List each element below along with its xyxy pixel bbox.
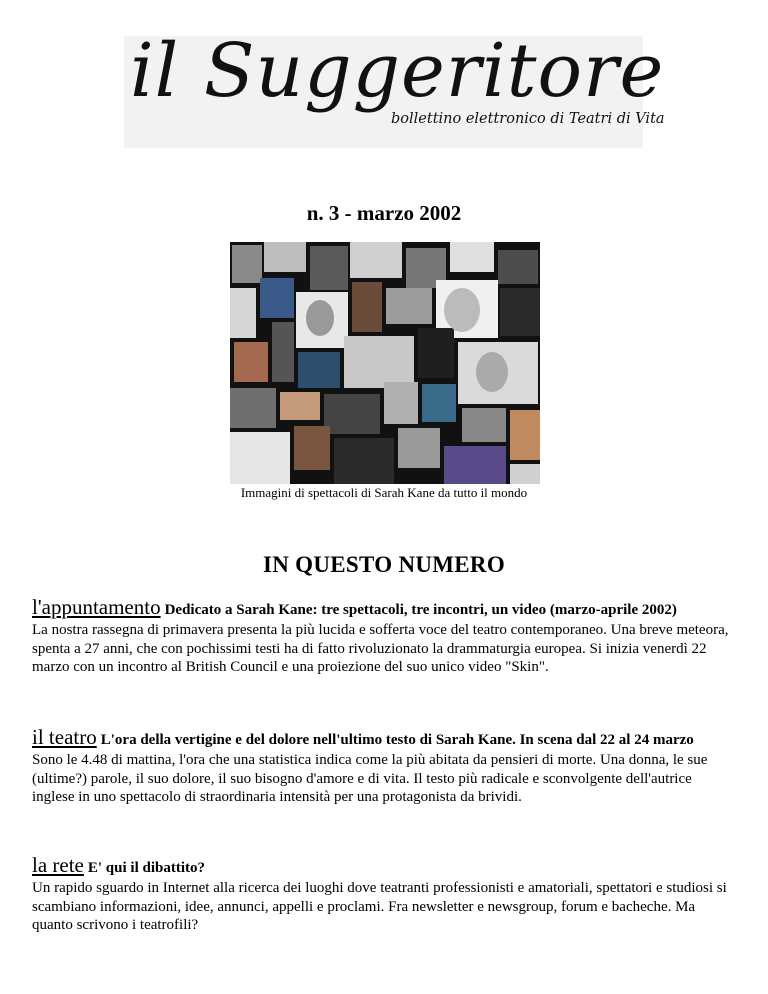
- item-headline: Dedicato a Sarah Kane: tre spettacoli, tre incontri, un video (marzo-aprile 2002): [164, 602, 677, 618]
- item-headline: E' qui il dibattito?: [87, 860, 205, 876]
- contents-item: [32, 597, 738, 677]
- masthead-title: il Suggeritore: [130, 28, 665, 114]
- collage-image: [230, 242, 540, 484]
- item-summary: La nostra rassegna di primavera presenta la più lucida e sofferta voce del teatro contemporaneo. Una breve meteora, spenta a 27 anni, che con pochissimi testi ha di fatto rivoluzionato la drammaturgia europea. Si inizia venerdì 22 marzo con un incontro al British Council e una proiezione del suo unico video "Skin".: [32, 622, 729, 675]
- item-summary: Sono le 4.48 di mattina, l'ora che una statistica indica come la più abitata da pensieri di morte. Una donna, le sue (ultime?) parole, il suo dolore, il suo bisogno d'amore e di vita. Il testo più radicale e sconvolgente dell'autrice inglese in uno spettacolo di straordinaria intensità per una protagonista da brividi.: [32, 752, 708, 805]
- section-link-appuntamento[interactable]: l'appuntamento: [32, 595, 161, 619]
- photo-collage: [230, 242, 540, 484]
- item-summary: Un rapido sguardo in Internet alla ricerca dei luoghi dove teatranti professionisti e amatoriali, spettatori e studiosi si scambiano informazioni, idee, annunci, appelli e proclami. Fra newsletter e newsgroup, forum e bacheche. Ma quanto scrivono i teatrofili?: [32, 880, 727, 933]
- image-caption: Immagini di spettacoli di Sarah Kane da tutto il mondo: [240, 485, 528, 500]
- masthead-subtitle: bollettino elettronico di Teatri di Vita: [391, 111, 665, 127]
- contents-heading: IN QUESTO NUMERO: [262, 552, 506, 577]
- contents-item: [32, 727, 738, 807]
- section-link-teatro[interactable]: il teatro: [32, 725, 97, 749]
- item-headline: L'ora della vertigine e del dolore nell'ultimo testo di Sarah Kane. In scena dal 22 al 24 marzo: [100, 732, 694, 748]
- section-link-rete[interactable]: la rete: [32, 853, 84, 877]
- issue-number: n. 3 - marzo 2002: [306, 201, 462, 225]
- masthead-logo: [124, 28, 665, 148]
- contents-item: [32, 855, 738, 935]
